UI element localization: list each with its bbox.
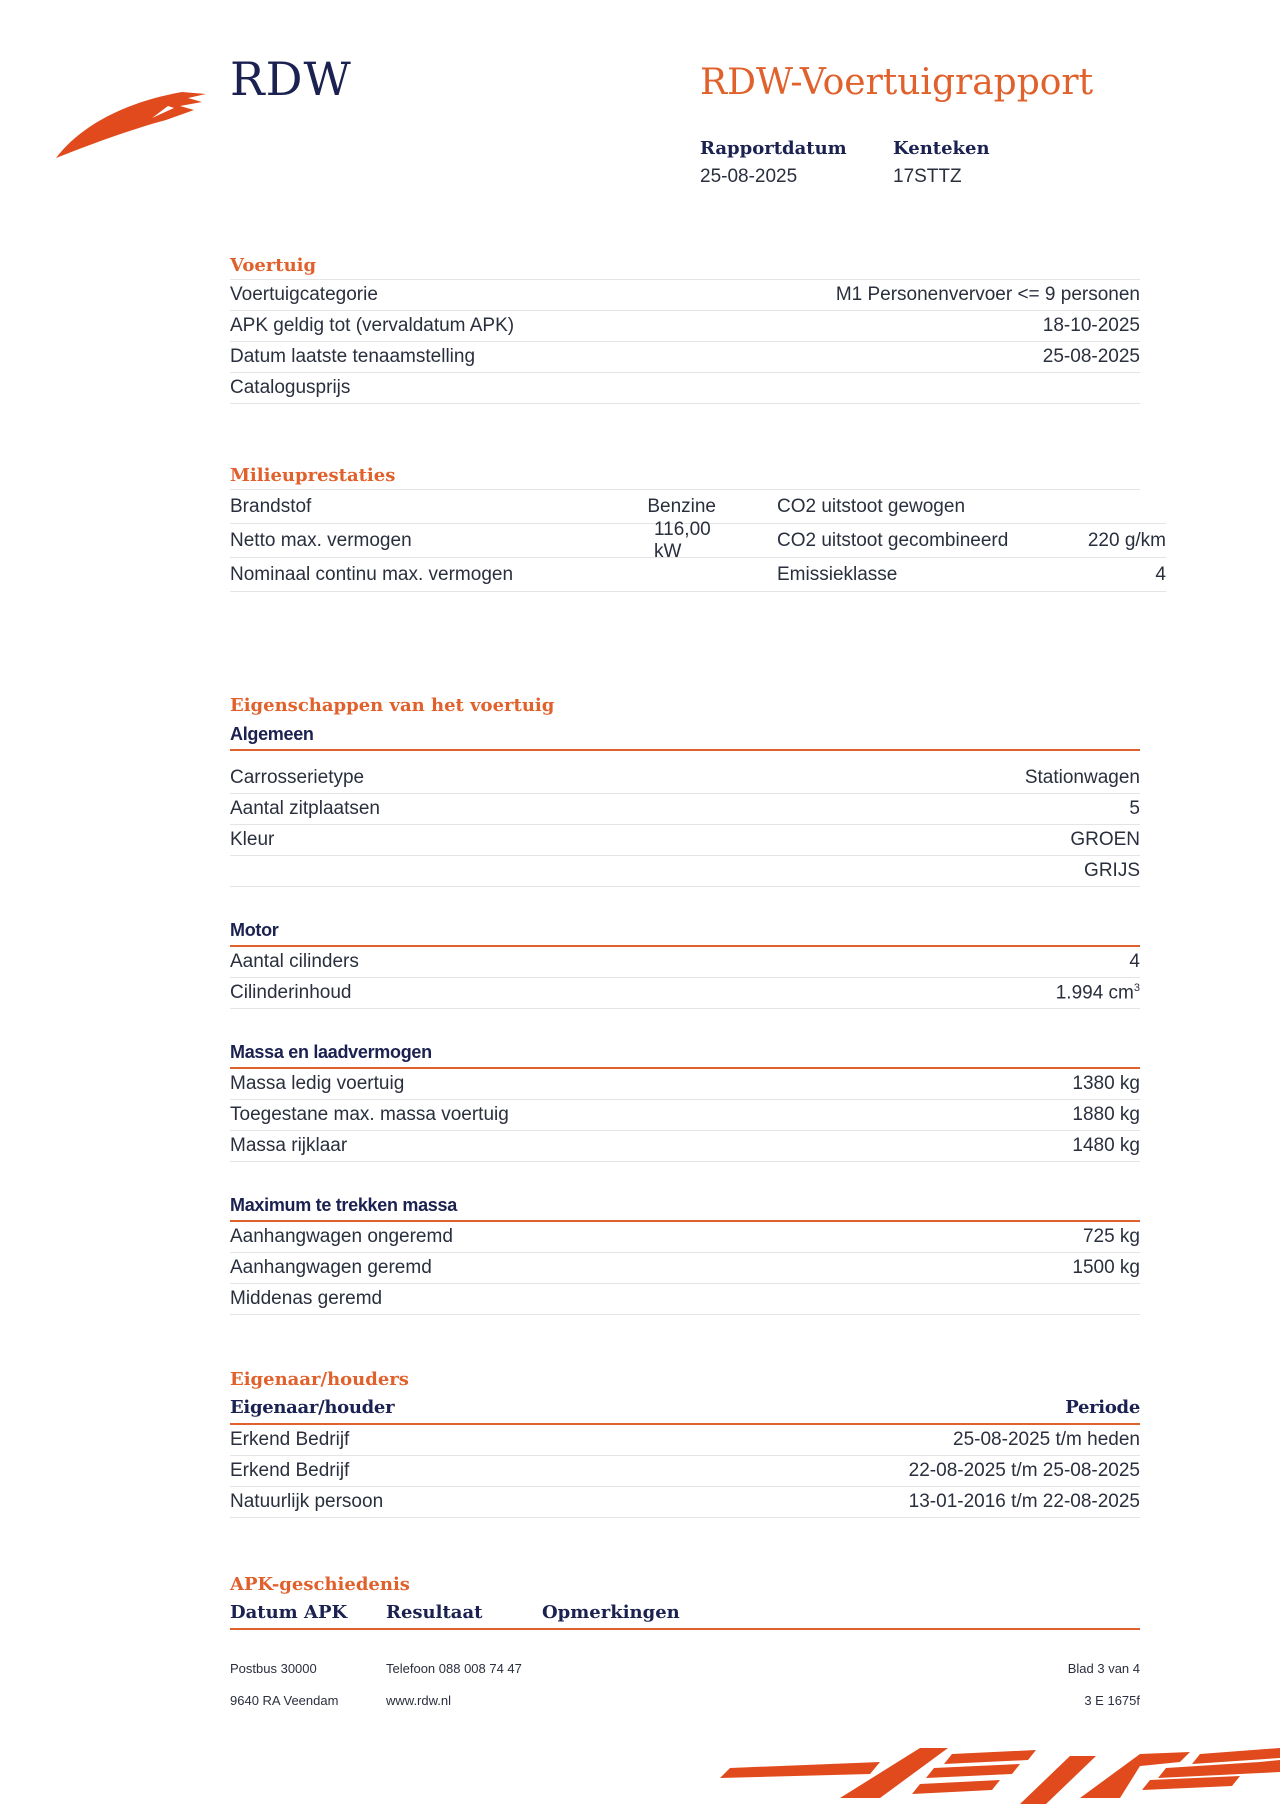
row-label: Voertuigcategorie bbox=[230, 284, 378, 305]
row-value: 1500 kg bbox=[1072, 1257, 1140, 1278]
section-voertuig bbox=[230, 253, 1140, 404]
row-value: GROEN bbox=[1070, 829, 1140, 850]
milieu-value: Benzine bbox=[654, 490, 716, 524]
table-row bbox=[230, 978, 1140, 1009]
section-title: Eigenschappen van het voertuig bbox=[230, 695, 555, 716]
footer-telefoon: Telefoon 088 008 74 47 bbox=[386, 1661, 522, 1676]
row-label: Aanhangwagen ongeremd bbox=[230, 1226, 453, 1247]
row-value: 1880 kg bbox=[1072, 1104, 1140, 1125]
section-title: Voertuig bbox=[230, 255, 317, 276]
row-value: 25-08-2025 bbox=[1042, 346, 1140, 367]
row-label: Natuurlijk persoon bbox=[230, 1491, 384, 1512]
milieu-value: 220 g/km bbox=[1087, 529, 1166, 551]
milieu-value bbox=[654, 558, 716, 592]
section-title: APK-geschiedenis bbox=[230, 1574, 410, 1595]
row-label: Erkend Bedrijf bbox=[230, 1429, 350, 1450]
table-row bbox=[230, 856, 1140, 887]
row-value: 725 kg bbox=[1082, 1226, 1140, 1247]
table-row bbox=[230, 311, 1140, 342]
row-label: Datum laatste tenaamstelling bbox=[230, 346, 476, 367]
row-label: APK geldig tot (vervaldatum APK) bbox=[230, 315, 515, 336]
rdw-logo-icon bbox=[56, 80, 208, 160]
milieu-label: Netto max. vermogen bbox=[230, 524, 654, 558]
row-label: Massa ledig voertuig bbox=[230, 1073, 405, 1094]
table-row bbox=[230, 1456, 1140, 1487]
cilinderinhoud-value: 1.994 cm bbox=[1055, 982, 1134, 1004]
column-header: Opmerkingen bbox=[542, 1602, 680, 1623]
row-value: 22-08-2025 t/m 25-08-2025 bbox=[908, 1460, 1140, 1481]
eigenaren-header bbox=[230, 1393, 1140, 1425]
row-label: Aantal cilinders bbox=[230, 951, 359, 972]
section-apk bbox=[230, 1572, 1140, 1630]
unit-superscript: 3 bbox=[1133, 981, 1140, 994]
subsection-title: Maximum te trekken massa bbox=[230, 1190, 1140, 1222]
table-row bbox=[230, 825, 1140, 856]
row-value: Stationwagen bbox=[1024, 767, 1140, 788]
row-value: M1 Personenvervoer <= 9 personen bbox=[835, 284, 1140, 305]
row-value: 1380 kg bbox=[1072, 1073, 1140, 1094]
table-row bbox=[230, 1487, 1140, 1518]
kenteken-value: 17STTZ bbox=[893, 166, 962, 187]
footer-postbus: Postbus 30000 bbox=[230, 1661, 317, 1676]
table-row bbox=[230, 763, 1140, 794]
table-row bbox=[230, 1069, 1140, 1100]
row-label: Aanhangwagen geremd bbox=[230, 1257, 432, 1278]
milieu-label: Brandstof bbox=[230, 490, 654, 524]
milieu-label: CO2 uitstoot gecombineerd bbox=[777, 529, 1009, 551]
milieu-label: Nominaal continu max. vermogen bbox=[230, 558, 654, 592]
column-header: Resultaat bbox=[386, 1602, 483, 1623]
rapportdatum-label: Rapportdatum bbox=[700, 138, 847, 159]
table-row bbox=[230, 1100, 1140, 1131]
footer-blad: Blad 3 van 4 bbox=[1067, 1661, 1140, 1676]
footer-code: 3 E 1675f bbox=[1084, 1693, 1140, 1708]
row-label: Catalogusprijs bbox=[230, 377, 351, 398]
column-header: Eigenaar/houder bbox=[230, 1397, 395, 1418]
table-row bbox=[230, 794, 1140, 825]
section-milieuprestaties bbox=[230, 463, 1166, 592]
table-row bbox=[230, 373, 1140, 404]
apk-header bbox=[230, 1598, 1140, 1630]
table-row bbox=[230, 947, 1140, 978]
milieu-pair bbox=[716, 558, 1166, 592]
row-label: Kleur bbox=[230, 829, 275, 850]
milieu-label: CO2 uitstoot gewogen bbox=[777, 495, 966, 517]
milieu-value: 4 bbox=[1155, 563, 1166, 585]
row-value: 1480 kg bbox=[1072, 1135, 1140, 1156]
subsection-title: Massa en laadvermogen bbox=[230, 1037, 1140, 1069]
subsection-title: Algemeen bbox=[230, 719, 1140, 751]
report-title: RDW-Voertuigrapport bbox=[700, 62, 1094, 103]
milieu-pair bbox=[716, 524, 1166, 558]
row-value: 25-08-2025 t/m heden bbox=[953, 1429, 1140, 1450]
section-eigenschappen bbox=[230, 693, 1140, 1315]
row-value: GRIJS bbox=[1084, 860, 1140, 881]
row-value: 18-10-2025 bbox=[1042, 315, 1140, 336]
table-row bbox=[230, 1253, 1140, 1284]
section-title: Milieuprestaties bbox=[230, 465, 396, 486]
section-title: Eigenaar/houders bbox=[230, 1369, 409, 1390]
row-label: Toegestane max. massa voertuig bbox=[230, 1104, 509, 1125]
column-header: Datum APK bbox=[230, 1602, 348, 1623]
rdw-logo-text: RDW bbox=[230, 52, 352, 106]
row-label: Middenas geremd bbox=[230, 1288, 383, 1309]
table-row bbox=[230, 1222, 1140, 1253]
milieu-label: Emissieklasse bbox=[777, 563, 898, 585]
subsection-title: Motor bbox=[230, 915, 1140, 947]
table-row bbox=[230, 1425, 1140, 1456]
row-label: Carrosserietype bbox=[230, 767, 365, 788]
row-value: 4 bbox=[1129, 951, 1140, 972]
milieu-pair bbox=[716, 490, 1166, 524]
footer-website: www.rdw.nl bbox=[386, 1693, 452, 1708]
row-value: 13-01-2016 t/m 22-08-2025 bbox=[908, 1491, 1140, 1512]
section-eigenaren bbox=[230, 1367, 1140, 1518]
rapportdatum-value: 25-08-2025 bbox=[700, 166, 798, 187]
kenteken-label: Kenteken bbox=[893, 138, 990, 159]
footer-adres: 9640 RA Veendam bbox=[230, 1693, 339, 1708]
table-row bbox=[230, 1131, 1140, 1162]
row-label: Erkend Bedrijf bbox=[230, 1460, 350, 1481]
milieu-grid bbox=[230, 489, 1166, 592]
table-row bbox=[230, 342, 1140, 373]
column-header: Periode bbox=[1065, 1397, 1140, 1418]
table-row bbox=[230, 279, 1140, 311]
rdw-stripe-decoration bbox=[720, 1740, 1280, 1812]
row-value bbox=[1056, 982, 1140, 1004]
row-label: Massa rijklaar bbox=[230, 1135, 348, 1156]
milieu-value: 116,00 kW bbox=[654, 524, 716, 558]
row-label: Cilinderinhoud bbox=[230, 982, 352, 1003]
row-label: Aantal zitplaatsen bbox=[230, 798, 380, 819]
row-value: 5 bbox=[1129, 798, 1140, 819]
table-row bbox=[230, 1284, 1140, 1315]
